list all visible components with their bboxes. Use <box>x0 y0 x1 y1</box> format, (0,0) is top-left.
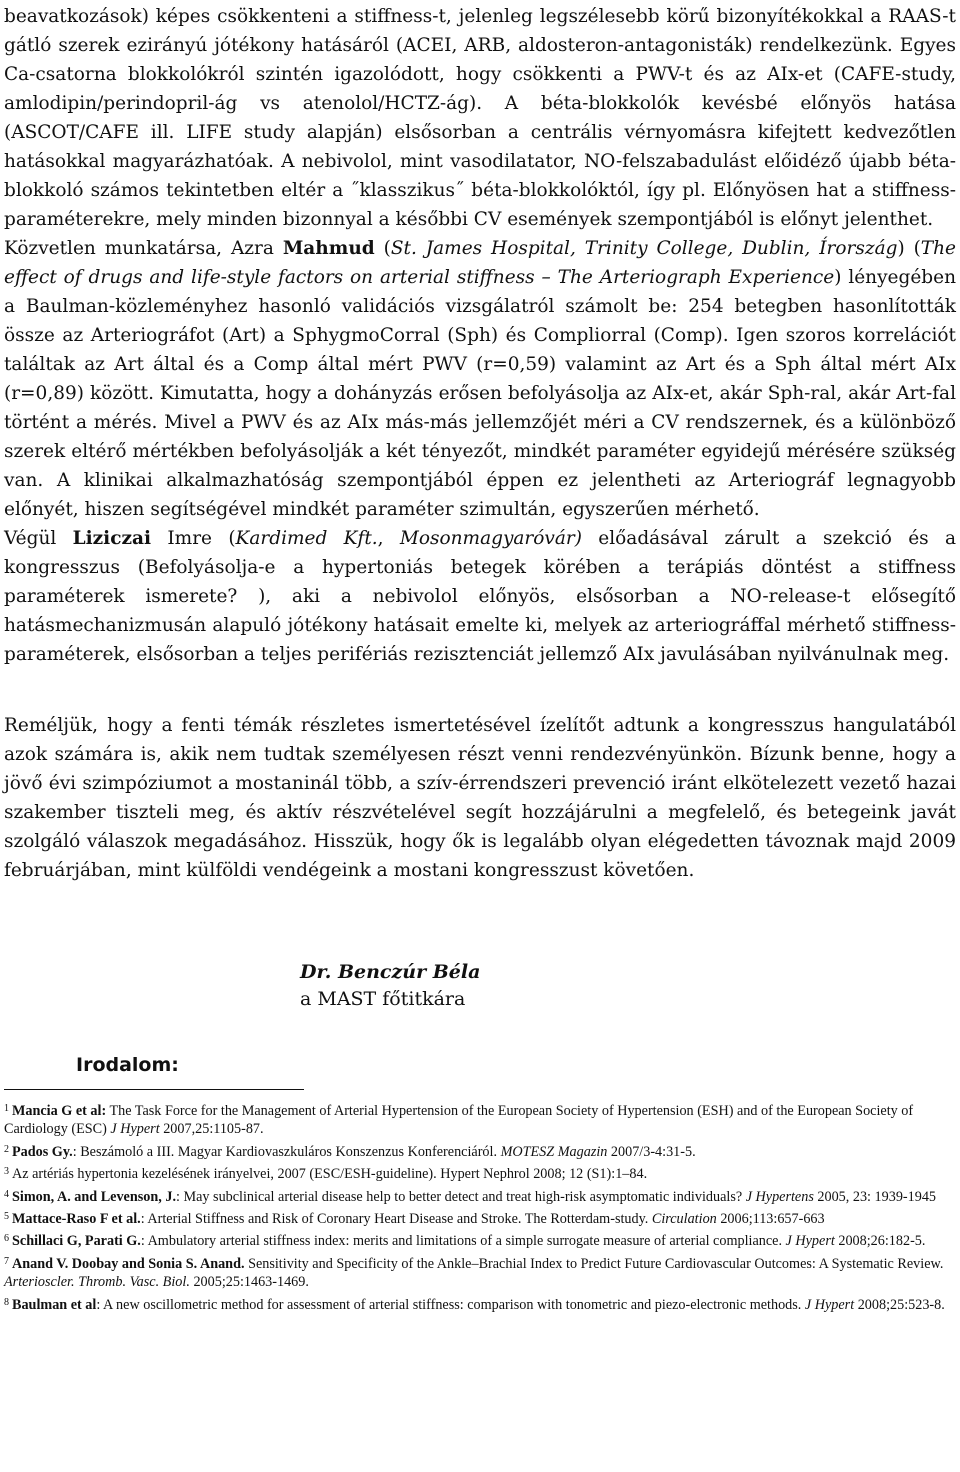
footnote-number: 5 <box>4 1211 9 1223</box>
footnote-number: 1 <box>4 1103 9 1114</box>
footnote-item <box>4 1186 956 1206</box>
footnote-item <box>4 1294 956 1314</box>
footnote-number: 8 <box>4 1296 9 1308</box>
speaker-name: Mahmud <box>282 238 375 259</box>
footnote-text: Az artériás hypertonia kezelésének irányelvei, 2007 (ESC/ESH-guideline). Hypert Nephrol 2008; 12 (S1):1–84. <box>12 1166 648 1183</box>
footnote-author: Baulman et al <box>12 1296 97 1313</box>
footnote-number: 7 <box>4 1255 9 1267</box>
speaker-location: Mosonmagyaróvár) <box>399 528 582 549</box>
footnote-text: : Arterial Stiffness and Risk of Coronary Heart Disease and Stroke. The Rotterdam-study. <box>140 1211 652 1228</box>
footnote-journal: MOTESZ Magazin <box>500 1143 608 1160</box>
footnote-number: 4 <box>4 1188 9 1200</box>
footnote-text: 2005;25:1463-1469. <box>189 1274 309 1291</box>
footnote-item <box>4 1230 956 1250</box>
speaker-affiliation: St. James Hospital, Trinity College, Dublin, Írország <box>390 238 898 259</box>
paragraph-liziczai-report <box>4 524 956 669</box>
footnote-item <box>4 1100 956 1139</box>
footnote-number: 3 <box>4 1166 9 1178</box>
footnote-journal: Arterioscler. Thromb. Vasc. Biol. <box>4 1274 190 1291</box>
footnote-author: Simon, A. and Levenson, J. <box>12 1188 176 1205</box>
paragraph-text: ) lényegében a Baulman-közleményhez hasonló validációs vizsgálatról számolt be: 254 betegben hasonlították össze az Arteriográfot (Art) a SphygmoCorral (Sph) és Compliorral (Comp). Igen szoros korrelációt találtak az Art által és a Comp által mért PWV (r=0,59) valamint az Art és a Sph által mért AIx (r=0,89) között. Kimutatta, hogy a dohányzás erősen befolyásolja az AIx-et, akár Sph-ral, akár Art-fal történt a mérés. Mivel a PWV és az AIx más-más jellemzőjét méri a CV rendszernek, és a különböző szerek eltérő mértékben befolyásolják a két tényezőt, mindkét paraméter egyidejű mérésére szükség van. A klinikai alkalmazhatóság szempontjából éppen ez jelentheti az Arteriográf legnagyobb előnyét, hiszen segítségével mindkét paraméter szimultán, egyszerűen mérhető. <box>4 267 956 520</box>
footnote-journal: J Hypert <box>110 1121 160 1138</box>
paragraph-mahmud-report <box>4 234 956 524</box>
paragraph-spacer <box>4 669 956 711</box>
paragraph-closing <box>4 711 956 885</box>
footnote-journal: Circulation <box>651 1211 717 1228</box>
footnote-text: The Task Force for the Management of Arterial Hypertension of the European Society of Hypertension (ESH) and of the European Society of Cardiology (ESC) <box>4 1103 914 1138</box>
footnote-item <box>4 1208 956 1228</box>
paragraph-text: Közvetlen munkatársa, Azra <box>4 238 283 259</box>
paragraph-text: előadásával zárult a szekció és a kongresszus (Befolyásolja-e a hypertoniás betegek körében a terápiás döntést a stiffness paraméterek ismerete? ), aki a nebivolol előnyös, elsősorban a NO-release-t elősegítő hatásmechanizmusán alapuló jótékony hatásait emelte ki, melyek az arteriográffal mérhető stiffness-paraméterek, elsősorban a teljes perifériás rezisztenciát jellemző AIx javulásában nyilvánulnak meg. <box>4 528 957 665</box>
paragraph-text: ) ( <box>897 238 921 259</box>
paragraph-stiffness-drugs <box>4 2 956 234</box>
signature-block <box>300 959 956 1013</box>
paragraph-text: Reméljük, hogy a fenti témák részletes ismertetésével ízelítőt adtunk a kongresszus hangulatából azok számára is, akik nem tudtak személyesen részt venni rendezvényünkön. Bízunk benne, hogy a jövő évi szimpóziumot a mostaninál több, a szív-érrendszeri prevenció iránt elkötelezett vezető hazai szakember tiszteli meg, és aktív részvételével segít hozzájárulni a megfelelő, és betegeink javát szolgáló válaszok megadásához. Hisszük, hogy ők is legalább olyan elégedetten távoznak majd 2009 februárjában, mint külföldi vendégeink a mostani kongresszust követően. <box>4 715 956 881</box>
footnote-text: 2008;25:523-8. <box>854 1296 945 1313</box>
footnote-text: 2007/3-4:31-5. <box>607 1143 696 1160</box>
paragraph-text: beavatkozások) képes csökkenteni a stiffness-t, jelenleg legszélesebb körű bizonyítékokkal a RAAS-t gátló szerek ezirányú jótékony hatásáról (ACEI, ARB, aldosteron-antagonisták) rendelkezünk. Egyes Ca-csatorna blokkolókról szintén igazolódott, hogy csökkenti a PWV-t és az AIx-et (CAFE-study, amlodipin/perindopril-ág vs atenolol/HCTZ-ág). A béta-blokkolók kevésbé előnyös hatása (ASCOT/CAFE ill. LIFE study alapján) elsősorban a centrális vérnyomásra kifejtett kedvezőtlen hatásokkal magyarázhatóak. A nebivolol, mint vasodilatator, NO-felszabadulást előidéző újabb béta-blokkoló számos tekintetben eltér a ˝klasszikus˝ béta-blokkolóktól, így pl. Előnyösen hat a stiffness-paraméterekre, mely minden bizonnyal a későbbi CV események szempontjából is előnyt jelenthet. <box>4 6 956 230</box>
footnote-journal: J Hypert <box>804 1296 855 1313</box>
footnote-author: Mattace-Raso F et al. <box>12 1211 141 1228</box>
footnote-journal: J Hypertens <box>745 1188 814 1205</box>
footnote-journal: J Hypert <box>785 1233 835 1250</box>
footnote-text: 2007,25:1105-87. <box>159 1121 264 1138</box>
footnote-text: 2005, 23: 1939-1945 <box>813 1188 937 1205</box>
footnote-text: : May subclinical arterial disease help to better detect and treat high-risk asymptomatic individuals? <box>176 1188 746 1205</box>
speaker-name: Liziczai <box>72 528 151 549</box>
footnote-number: 2 <box>4 1143 9 1155</box>
footnote-text: 2008;26:182-5. <box>834 1233 926 1250</box>
footnote-author: Anand V. Doobay and Sonia S. Anand. <box>12 1255 245 1272</box>
footnote-author: Schillaci G, Parati G. <box>12 1233 141 1250</box>
paragraph-text: , <box>377 528 400 549</box>
references-heading: Irodalom: <box>76 1054 179 1076</box>
footnote-text: 2006;113:657-663 <box>716 1211 825 1228</box>
signature-title: a MAST főtitkára <box>300 988 466 1010</box>
footnote-author: Mancia G et al: <box>12 1103 107 1119</box>
footnote-text: : Beszámoló a III. Magyar Kardiovaszkuláros Konszenzus Konferenciáról. <box>72 1143 501 1160</box>
paragraph-text: ( <box>374 238 391 259</box>
footnote-item <box>4 1141 956 1161</box>
footnote-text: : A new oscillometric method for assessment of arterial stiffness: comparison with tonometric and piezo-electronic methods. <box>96 1296 805 1313</box>
footnote-divider <box>4 1089 304 1090</box>
paragraph-text: Imre ( <box>151 528 236 549</box>
talk-title: The effect of drugs and life-style factors on arterial stiffness – The Arteriograph Experience <box>4 238 956 288</box>
paragraph-text: Végül <box>4 528 73 549</box>
footnote-item <box>4 1163 956 1183</box>
footnote-text: : Ambulatory arterial stiffness index: merits and limitations of a simple surrogate measure of arterial compliance. <box>140 1233 786 1250</box>
footnote-list <box>4 1100 956 1314</box>
footnote-item <box>4 1253 956 1292</box>
footnote-text: Sensitivity and Specificity of the Ankle–Brachial Index to Predict Future Cardiovascular Outcomes: A Systematic Review. <box>244 1255 944 1272</box>
footnote-author: Pados Gy. <box>12 1143 73 1160</box>
speaker-affiliation: Kardimed Kft. <box>235 528 378 549</box>
signature-name: Dr. Benczúr Béla <box>300 961 481 983</box>
footnote-number: 6 <box>4 1233 9 1245</box>
